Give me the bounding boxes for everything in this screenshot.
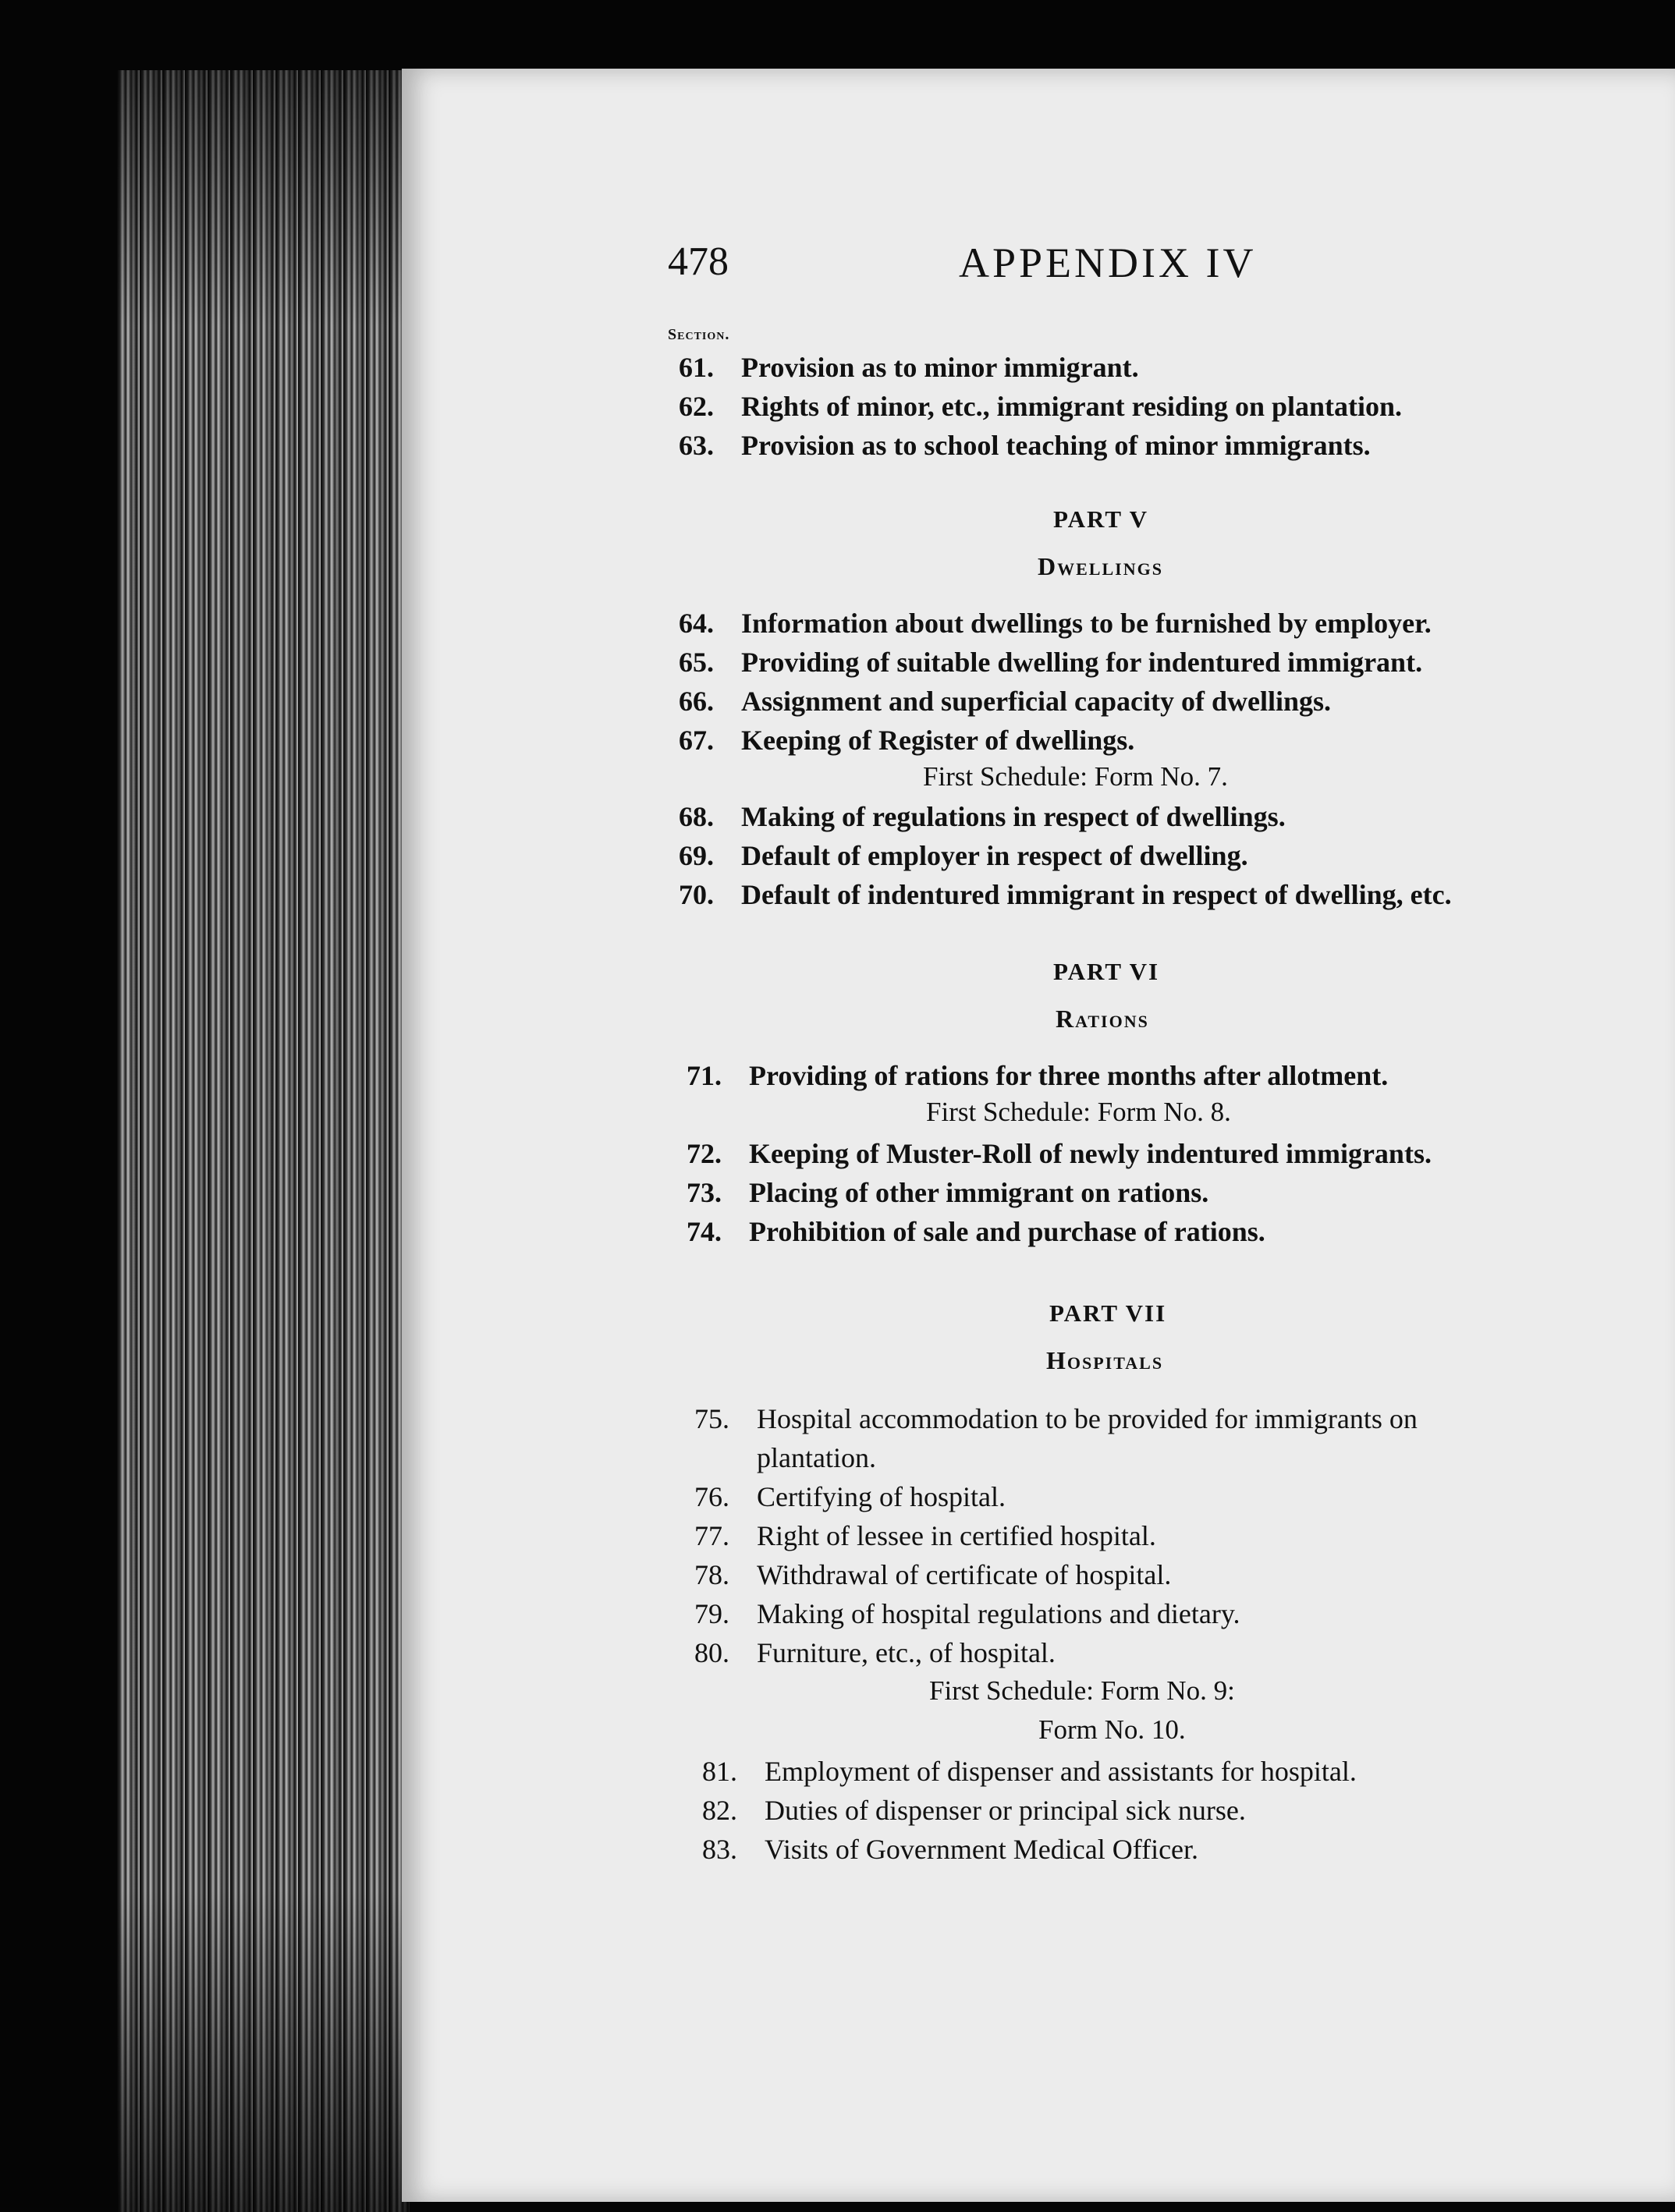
- list-item: 64. Information about dwellings to be furnished by employer.: [679, 608, 1432, 639]
- list-item: 83. Visits of Government Medical Officer.: [702, 1834, 1199, 1865]
- list-item: 82. Duties of dispenser or principal sick nurse.: [702, 1795, 1246, 1826]
- list-item: 61. Provision as to minor immigrant.: [679, 352, 1139, 383]
- list-item: 81. Employment of dispenser and assistants for hospital.: [702, 1756, 1357, 1787]
- list-item: 78. Withdrawal of certificate of hospital.: [694, 1559, 1172, 1590]
- schedule-reference: First Schedule: Form No. 7.: [923, 761, 1228, 792]
- schedule-reference: First Schedule: Form No. 8.: [926, 1097, 1231, 1127]
- page-number: 478: [668, 239, 729, 284]
- book-page: [402, 69, 1675, 2202]
- part-vii-name: Hospitals: [1046, 1346, 1164, 1374]
- part-v-name: Dwellings: [1038, 552, 1163, 580]
- list-item: 63. Provision as to school teaching of minor immigrants.: [679, 430, 1371, 461]
- list-item: 66. Assignment and superficial capacity of dwellings.: [679, 686, 1332, 717]
- part-vii-title: PART VII: [1049, 1299, 1167, 1327]
- list-item: 75. Hospital accommodation to be provided for immigrants on: [694, 1403, 1418, 1434]
- section-label: Section.: [668, 326, 730, 343]
- running-title: APPENDIX IV: [959, 239, 1257, 286]
- section-list: [402, 69, 1675, 2202]
- list-item: 62. Rights of minor, etc., immigrant residing on plantation.: [679, 391, 1403, 422]
- list-item: 72. Keeping of Muster-Roll of newly indentured immigrants.: [687, 1138, 1432, 1169]
- part-vi-name: Rations: [1056, 1005, 1149, 1033]
- list-item: 65. Providing of suitable dwelling for indentured immigrant.: [679, 647, 1423, 678]
- list-item: 67. Keeping of Register of dwellings.: [679, 725, 1135, 756]
- list-item: 79. Making of hospital regulations and dietary.: [694, 1598, 1240, 1629]
- schedule-reference: Form No. 10.: [1038, 1714, 1186, 1745]
- list-item-continuation: plantation.: [757, 1442, 876, 1473]
- list-item: 76. Certifying of hospital.: [694, 1481, 1006, 1512]
- book-page-edges: [117, 70, 410, 2212]
- schedule-reference: First Schedule: Form No. 9:: [929, 1675, 1235, 1706]
- list-item: 73. Placing of other immigrant on rations.: [687, 1177, 1209, 1208]
- list-item: 70. Default of indentured immigrant in respect of dwelling, etc.: [679, 879, 1452, 910]
- list-item: 69. Default of employer in respect of dwelling.: [679, 840, 1248, 871]
- list-item: 68. Making of regulations in respect of dwellings.: [679, 801, 1286, 832]
- list-item: 71. Providing of rations for three months after allotment.: [687, 1060, 1389, 1091]
- list-item: 77. Right of lessee in certified hospital.: [694, 1520, 1156, 1551]
- list-item: 74. Prohibition of sale and purchase of rations.: [687, 1216, 1265, 1247]
- part-v-title: PART V: [1053, 505, 1149, 533]
- list-item: 80. Furniture, etc., of hospital.: [694, 1637, 1056, 1668]
- part-vi-title: PART VI: [1053, 958, 1160, 985]
